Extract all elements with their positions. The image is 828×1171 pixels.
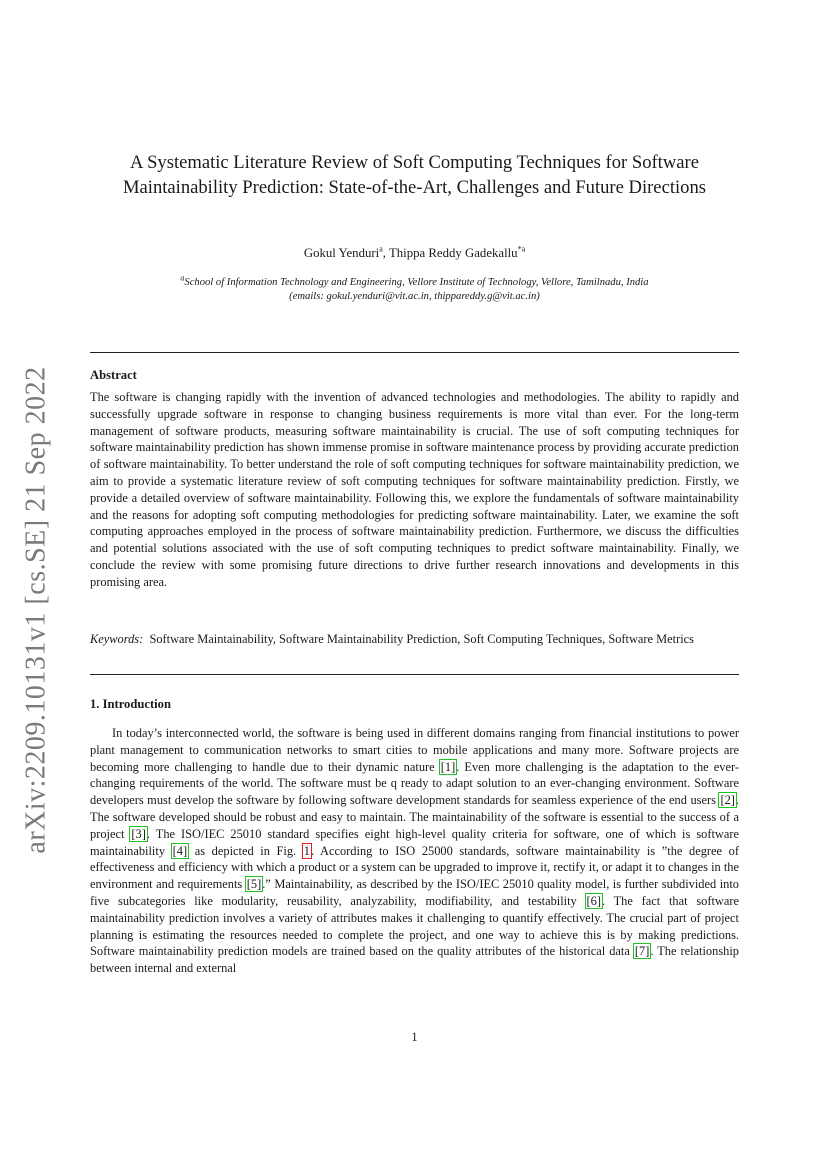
intro-text: . The software developed should be robust and easy to maintain. The maintainability of the software is essential to the success of a project <box>90 793 739 841</box>
citation-link[interactable]: [6] <box>586 893 601 908</box>
affil-mark: a <box>180 273 185 283</box>
abstract-heading: Abstract <box>90 368 137 382</box>
section-heading-introduction: 1. Introduction <box>90 697 171 711</box>
intro-text: .” Maintainability, as described by the ISO/IEC 25010 quality model, is further subdivided into five subcategories like modularity, reusability, analyzability, modifiability, and testability <box>90 877 739 908</box>
intro-text: . According to ISO 25000 standards, software maintainability is ”the degree of effectiveness and efficiency with which a product or a system can be upgraded to improve it, rectify it, or adapt it to changes in the environment and requirements <box>90 843 739 892</box>
intro-text: . The fact that software maintainability prediction involves a variety of attributes makes it challenging to quantify effectively. The crucial part of project planning is estimating the resources needed to complete the project, and one way to achieve this is by making predictions. Software maintainability prediction models are trained based on the quality attributes of the historical data <box>90 893 739 959</box>
keywords <box>90 631 739 648</box>
citation-link[interactable]: [4] <box>172 843 188 858</box>
keywords-label: Keywords: <box>90 632 144 646</box>
citation-link[interactable]: [1] <box>440 759 456 774</box>
intro-text: . The ISO/IEC 25010 standard specifies eight high-level quality criteria for software, one of which is software maintainability <box>90 826 739 858</box>
intro-text: as depicted in Fig. <box>188 843 303 858</box>
author-name: Thippa Reddy Gadekallu <box>388 246 518 260</box>
affiliation-line <box>90 273 739 290</box>
author-affil-mark: *a <box>517 244 526 254</box>
introduction-paragraph <box>90 725 739 977</box>
affiliation-emails: (emails: gokul.yenduri@vit.ac.in, thippareddy.g@vit.ac.in) <box>289 291 540 302</box>
keywords-text: Software Maintainability, Software Maintainability Prediction, Soft Computing Techniques, Software Metrics <box>149 632 695 646</box>
intro-text: . Even more challenging is the adaptation to the ever-changing requirements of the world. The software must be q ready to adapt solution to an ever-changing environment. Software developers must develop the software by following software development standards for seamless experience of the end users <box>90 759 739 808</box>
author-affil-mark: a <box>379 244 383 254</box>
arxiv-identifier <box>20 366 54 854</box>
author-separator: , <box>382 246 389 260</box>
intro-text: . The relationship between internal and external <box>90 944 739 976</box>
author-list <box>90 246 739 261</box>
page-number: 1 <box>411 1030 418 1044</box>
figure-reference-link[interactable]: 1 <box>303 843 310 858</box>
citation-link[interactable]: [5] <box>246 877 262 892</box>
citation-link[interactable]: [7] <box>634 944 650 959</box>
affiliation-institution: School of Information Technology and Engineering, Vellore Institute of Technology, Vellore, Tamilnadu, India <box>184 277 649 288</box>
arxiv-identifier-text: arXiv:2209.10131v1 [cs.SE] 21 Sep 2022 <box>21 366 52 854</box>
author-name: Gokul Yenduri <box>303 246 380 260</box>
citation-link[interactable]: [3] <box>131 826 146 841</box>
abstract-text: The software is changing rapidly with the invention of advanced technologies and methodologies. The ability to rapidly and successfully upgrade software in response to changing business requirements is more vital than ever. For the long-term management of software products, measuring software maintainability is crucial. The use of soft computing techniques for software maintainability prediction has shown immense promise in software maintenance process by providing accurate prediction of software maintainability. To better understand the role of soft computing techniques for software maintainability prediction, we aim to provide a systematic literature review of soft computing techniques for software maintainability prediction. Firstly, we provide a detailed overview of software maintainability. Following this, we explore the fundamentals of software maintainability and the reasons for adopting soft computing methodologies for predicting software maintainability. Later, we examine the soft computing approaches employed in the process of software maintainability prediction. Furthermore, we discuss the difficulties and potential solutions associated with the use of soft computing techniques to predict software maintainability. Finally, we conclude the review with some promising future directions to drive further research innovations and developments in this promising area. <box>90 390 739 589</box>
citation-link[interactable]: [2] <box>720 793 735 808</box>
top-rule <box>90 352 739 353</box>
affiliation <box>90 273 739 304</box>
paper-title: A Systematic Literature Review of Soft Computing Techniques for Software Maintainability Prediction: State-of-the-Art, Challenges and Future Directions <box>123 152 706 198</box>
bottom-rule <box>90 674 739 675</box>
intro-text: In today’s interconnected world, the software is being used in different domains ranging from financial institutions to power plant management to communication networks to smart cities to mobile applications and many more. Software projects are becoming more challenging to handle due to their dynamic nature <box>90 726 739 774</box>
